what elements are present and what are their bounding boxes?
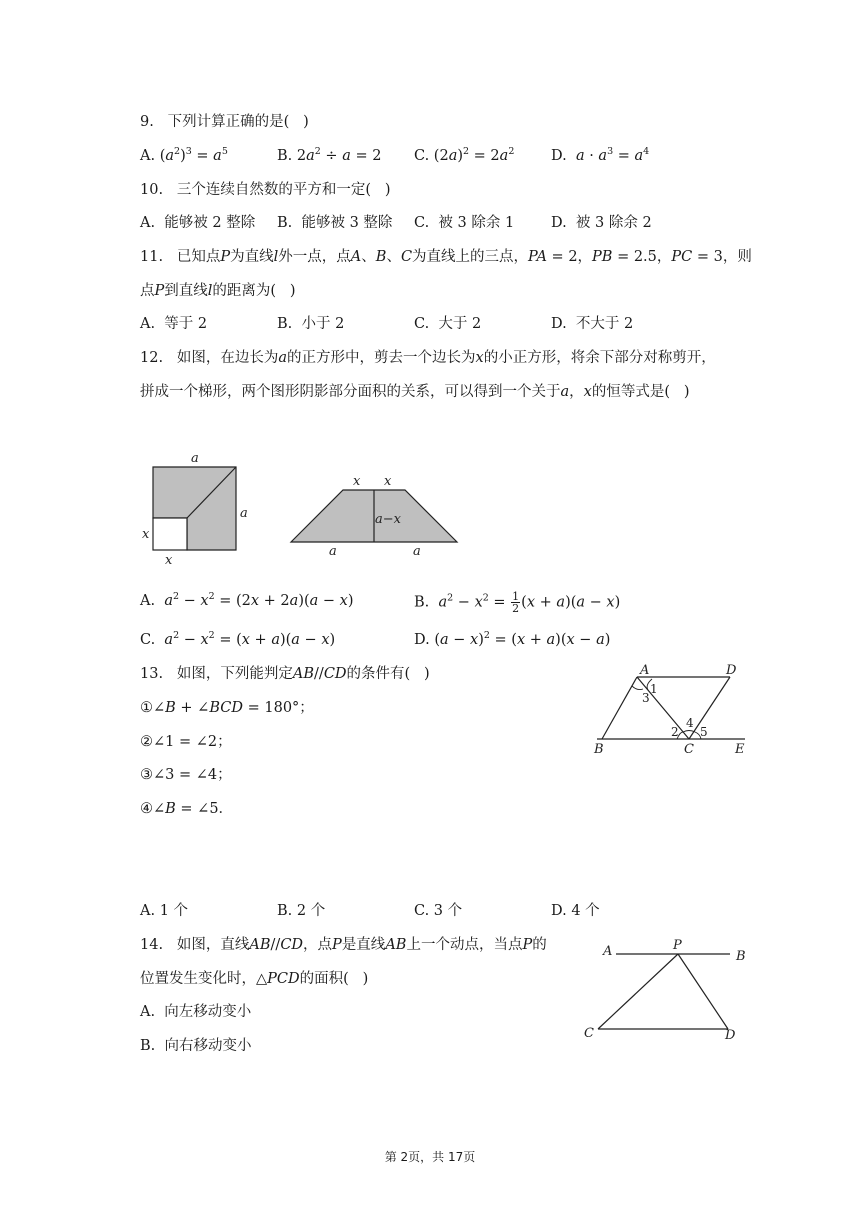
q14-option-b: B. 向右移动变小	[140, 1038, 252, 1054]
q13-condition-1: ①∠B + ∠BCD = 180°；	[140, 700, 314, 716]
q12-label-x-top2: x	[384, 474, 392, 489]
q13-label-1: 1	[650, 682, 658, 696]
q12-option-d: D. $(a - x)^2 = (x + a)(x - a)$	[414, 630, 611, 648]
q14-stem-line1: 14. 如图，直线AB//CD，点P是直线AB上一个动点，当点P的	[140, 937, 547, 953]
q12-stem-line2: 拼成一个梯形，两个图形阴影部分面积的关系，可以得到一个关于a，x的恒等式是( )	[140, 384, 690, 400]
q12-option-b: B. $a^2 - x^2$ = $\frac{1}{2}$ (x + a)(a − x)	[414, 590, 621, 615]
q14-line-PD	[678, 954, 728, 1029]
q14-stem-line2: 位置发生变化时，△PCD的面积( )	[140, 971, 369, 987]
q13-figure	[585, 660, 760, 760]
q10-option-a: A. 能够被 2 整除	[140, 215, 256, 231]
q14-line-PC	[598, 954, 678, 1029]
q13-label-B: B	[594, 742, 604, 757]
q13-option-b: B. 2 个	[277, 903, 326, 919]
q12-label-x-top1: x	[353, 474, 361, 489]
q13-condition-3: ③∠3 = ∠4；	[140, 767, 232, 783]
q12-option-a: A. $a^2 - x^2 = (2x + 2a)(a - x)$	[140, 591, 354, 609]
q11-stem-line1: 11. 已知点P为直线l外一点，点A、B、C为直线上的三点，PA = 2，PB = 2.5，PC = 3，则	[140, 249, 752, 265]
q12-label-a-minus-x: a−x	[375, 512, 401, 527]
q11-option-a: A. 等于 2	[140, 316, 208, 332]
q12-option-c: C. $a^2 - x^2 = (x + a)(a - x)$	[140, 630, 336, 648]
q14-label-B: B	[736, 949, 746, 964]
q10-option-d: D. 被 3 除余 2	[551, 215, 652, 231]
q13-line-AC	[637, 677, 689, 739]
q12-figure	[135, 445, 475, 570]
q13-arc-3	[632, 686, 643, 690]
q13-line-CD	[689, 677, 730, 739]
q11-stem-line2: 点P到直线l的距离为( )	[140, 283, 296, 299]
q13-label-A: A	[640, 663, 650, 678]
q12-label-a-bottom1: a	[329, 544, 337, 559]
q11-option-d: D. 不大于 2	[551, 316, 634, 332]
q12-stem-line1: 12. 如图，在边长为a的正方形中，剪去一个边长为x的小正方形，将余下部分对称剪开，	[140, 350, 716, 366]
q12-label-x-bottom: x	[165, 553, 173, 568]
q14-label-C: C	[584, 1026, 594, 1041]
q13-label-D: D	[726, 663, 737, 678]
q13-stem: 13. 如图，下列能判定AB//CD的条件有( )	[140, 666, 430, 682]
q13-label-4: 4	[686, 716, 694, 730]
q10-stem: 10. 三个连续自然数的平方和一定( )	[140, 182, 391, 198]
q12-label-a-right: a	[240, 506, 248, 521]
q10-option-b: B. 能够被 3 整除	[277, 215, 393, 231]
q13-label-3: 3	[642, 691, 650, 705]
q14-label-D: D	[725, 1028, 736, 1043]
q13-label-2: 2	[671, 725, 679, 739]
q12-label-a-bottom2: a	[413, 544, 421, 559]
q9-option-a: A. $(a^2)^3 = a^5$	[140, 146, 228, 164]
q10-option-c: C. 被 3 除余 1	[414, 215, 515, 231]
q11-option-b: B. 小于 2	[277, 316, 345, 332]
q9-option-b: B. $2a^2 \div a = 2$	[277, 146, 382, 164]
q14-option-a: A. 向左移动变小	[140, 1004, 252, 1020]
page-footer: 第 2页，共 17页	[384, 1150, 476, 1164]
q14-label-P: P	[673, 938, 682, 953]
q13-condition-4: ④∠B = ∠5．	[140, 801, 234, 817]
q11-option-c: C. 大于 2	[414, 316, 482, 332]
q13-option-d: D. 4 个	[551, 903, 600, 919]
q9-option-c: C. $(2a)^2 = 2a^2$	[414, 146, 515, 164]
q13-condition-2: ②∠1 = ∠2；	[140, 734, 232, 750]
q12-small-square	[153, 518, 187, 550]
q9-stem: 9. 下列计算正确的是( )	[140, 114, 309, 130]
q13-option-a: A. 1 个	[140, 903, 189, 919]
q12-label-a-top: a	[191, 451, 199, 466]
q13-label-C: C	[684, 742, 694, 757]
q14-figure	[580, 935, 755, 1050]
q13-option-c: C. 3 个	[414, 903, 463, 919]
q12-label-x-left: x	[142, 527, 150, 542]
q9-option-d: D. $a \cdot a^3 = a^4$	[551, 146, 650, 164]
q13-label-5: 5	[700, 725, 708, 739]
q14-label-A: A	[603, 944, 613, 959]
q13-label-E: E	[735, 742, 745, 757]
